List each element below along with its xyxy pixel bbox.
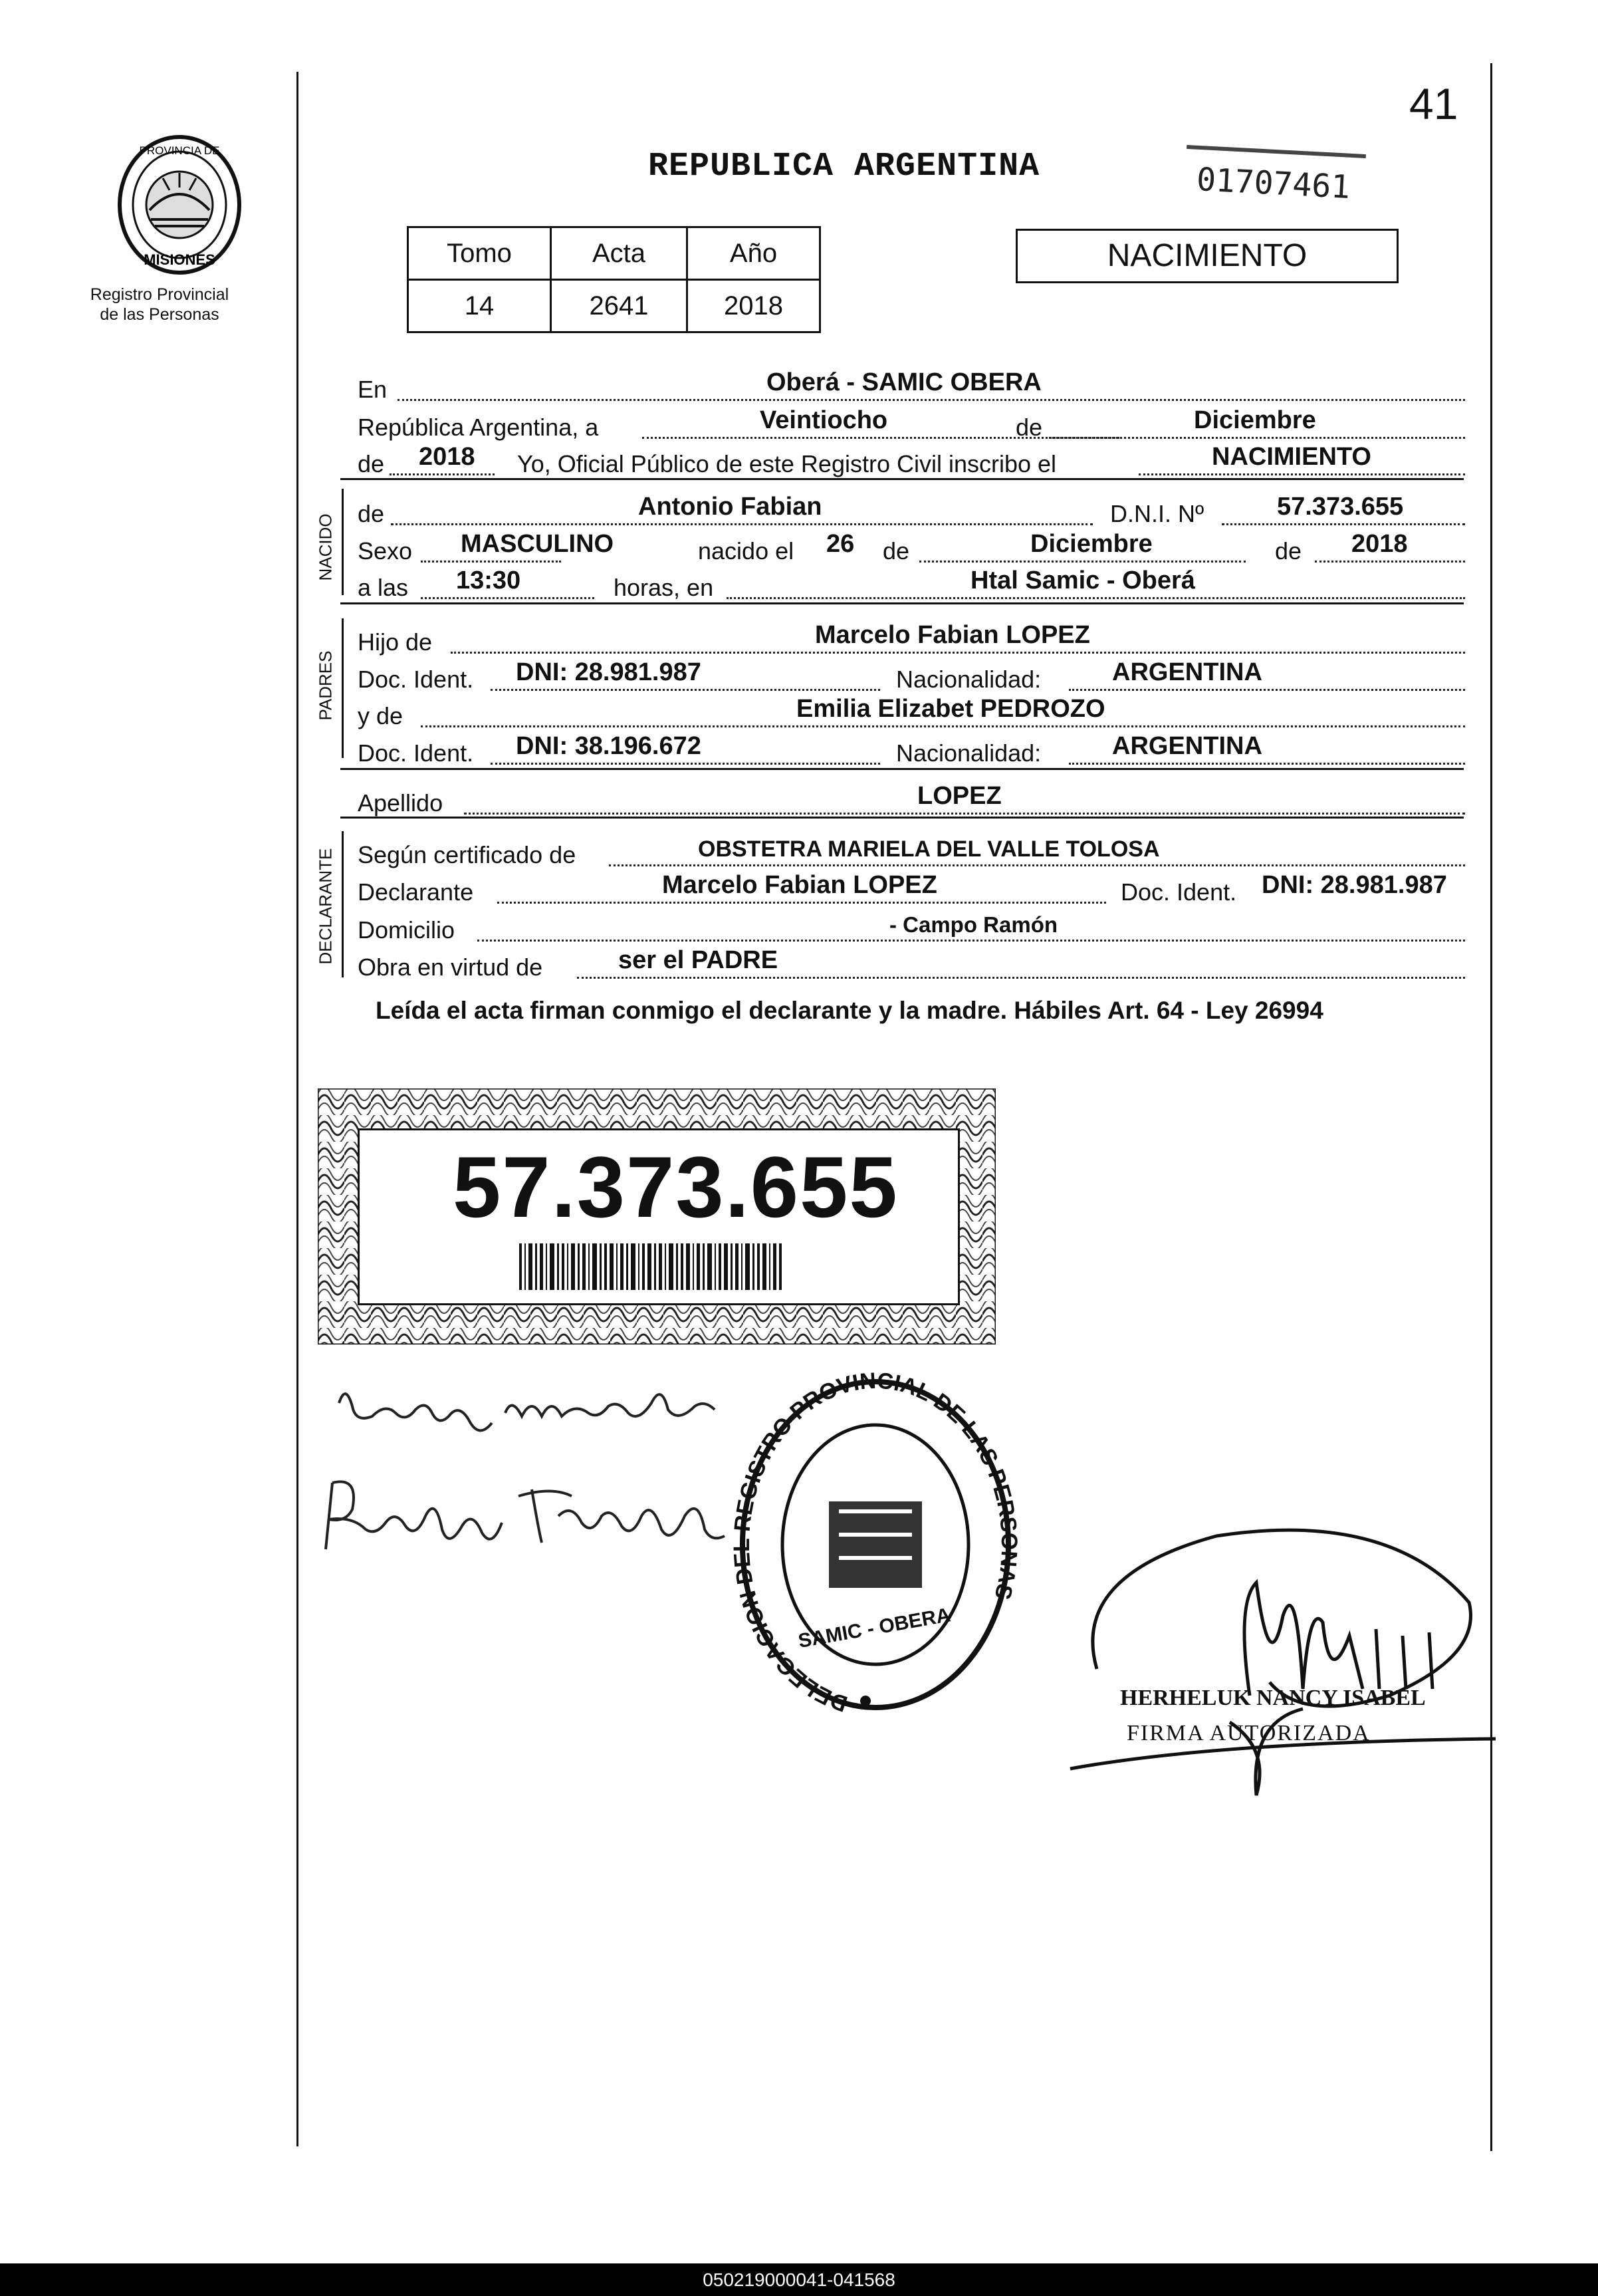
province-emblem-icon [110, 132, 249, 278]
seal-text-top: PROVINCIA DE [139, 144, 220, 157]
de-label: de [1016, 414, 1043, 441]
row-padre [358, 622, 1465, 659]
de-anio-label: de [1275, 537, 1302, 565]
a-las-label: a las [358, 574, 409, 601]
row-certificado [358, 834, 1465, 872]
row-madre [358, 696, 1465, 733]
tomo-value: 14 [408, 280, 551, 332]
dni-label: D.N.I. Nº [1110, 500, 1204, 527]
nacido-el-label: nacido el [698, 537, 794, 565]
page-number: 41 [1409, 79, 1458, 128]
row-declarante [358, 872, 1465, 909]
certificado-label: Según certificado de [358, 841, 576, 868]
row-hora [358, 567, 1465, 604]
stamp-ring-text: DELEGACION DEL REGISTRO PROVINCIAL DE LAS PERSONAS [729, 1368, 1022, 1717]
nacido-bracket [342, 489, 344, 595]
stamp-emblem-icon [829, 1501, 922, 1588]
divider-2 [340, 602, 1464, 604]
document-type-box: NACIMIENTO [1016, 229, 1399, 283]
declarante-label: Declarante [358, 878, 474, 906]
hijo-de-label: Hijo de [358, 628, 433, 656]
row-en [358, 369, 1465, 406]
left-frame-line [296, 72, 298, 2146]
dni-barcode-sticker [318, 1088, 996, 1344]
padre-doc-value: DNI: 28.981.987 [516, 658, 701, 686]
nacido-side-label: NACIDO [315, 513, 336, 581]
row-obra [358, 947, 1465, 984]
domicilio-label: Domicilio [358, 916, 455, 944]
row-anio [358, 444, 1465, 481]
registry-stamp [726, 1368, 1025, 1727]
padres-bracket [342, 618, 344, 758]
declarante-signature [332, 1376, 718, 1450]
anio-nac-value: 2018 [1351, 530, 1408, 558]
sexo-label: Sexo [358, 537, 413, 565]
row-nombre [358, 493, 1465, 531]
official-signature [1017, 1523, 1496, 1802]
madre-nac-value: ARGENTINA [1112, 732, 1262, 760]
sexo-value: MASCULINO [461, 530, 614, 558]
apellido-label: Apellido [358, 789, 443, 817]
closing-statement: Leída el acta firman conmigo el declarante y la madre. Hábiles Art. 64 - Ley 26994 [376, 997, 1323, 1024]
row-domicilio [358, 910, 1465, 947]
stamp-inner-text: SAMIC - OBERA [796, 1604, 953, 1653]
padres-side-label: PADRES [315, 650, 336, 721]
emblem-label-line1: Registro Provincial [90, 285, 229, 304]
madre-doc-label: Doc. Ident. [358, 739, 474, 767]
barcode-panel [358, 1128, 960, 1305]
republica-label: República Argentina, a [358, 414, 599, 441]
hora-value: 13:30 [456, 567, 521, 594]
madre-signature [319, 1469, 731, 1569]
official-name: HERHELUK NANCY ISABEL [1120, 1686, 1426, 1710]
emblem-label-line2: de las Personas [100, 305, 219, 324]
dia-nac-value: 26 [826, 530, 855, 558]
padre-value: Marcelo Fabian LOPEZ [815, 621, 1090, 649]
apellido-value: LOPEZ [917, 782, 1002, 810]
divider-1 [340, 478, 1464, 480]
mes-nac-value: Diciembre [1030, 530, 1153, 558]
row-republica [358, 407, 1465, 444]
madre-value: Emilia Elizabet PEDROZO [796, 695, 1105, 723]
acta-value: 2641 [551, 280, 687, 332]
divider-4 [340, 817, 1464, 819]
mes-value: Diciembre [1194, 406, 1316, 434]
domicilio-value: - Campo Ramón [889, 912, 1058, 937]
nombre-value: Antonio Fabian [638, 493, 822, 521]
declarante-bracket [342, 831, 344, 977]
obra-value: ser el PADRE [618, 946, 778, 974]
serial-number: 01707461 [1195, 160, 1351, 207]
en-label: En [358, 376, 388, 403]
barcode-dni-number: 57.373.655 [453, 1138, 899, 1235]
register-table [407, 226, 821, 333]
padre-doc-label: Doc. Ident. [358, 666, 474, 693]
row-sexo [358, 531, 1465, 568]
obra-label: Obra en virtud de [358, 954, 543, 981]
padre-nac-label: Nacionalidad: [896, 666, 1042, 693]
inscribo-label: Yo, Oficial Público de este Registro Civil inscribo el [517, 450, 1057, 477]
footer-code: 050219000041-041568 [0, 2263, 1598, 2296]
right-frame-line [1490, 63, 1492, 2151]
tomo-header: Tomo [408, 227, 551, 280]
dni-value: 57.373.655 [1277, 493, 1404, 521]
declarante-value: Marcelo Fabian LOPEZ [662, 871, 937, 899]
emblem-label [73, 285, 246, 324]
declarante-side-label: DECLARANTE [315, 848, 336, 965]
document-title: REPUBLICA ARGENTINA [648, 148, 1040, 186]
anio-value-text: 2018 [419, 443, 475, 471]
de-label-2: de [358, 450, 385, 477]
y-de-label: y de [358, 702, 403, 729]
anio-value: 2018 [687, 280, 820, 332]
declarante-doc-label: Doc. Ident. [1121, 878, 1237, 906]
lugar-nac-value: Htal Samic - Oberá [970, 567, 1195, 594]
divider-3 [340, 768, 1464, 770]
de-nac-label: de [883, 537, 910, 565]
row-madre-doc [358, 733, 1465, 770]
barcode-icon [519, 1243, 785, 1290]
lugar-value: Oberá - SAMIC OBERA [766, 368, 1042, 396]
padre-nac-value: ARGENTINA [1112, 658, 1262, 686]
certificado-value: OBSTETRA MARIELA DEL VALLE TOLOSA [698, 836, 1160, 862]
tipo-value: NACIMIENTO [1212, 443, 1371, 471]
serial-stamp-bar [1187, 145, 1366, 158]
declarante-doc-value: DNI: 28.981.987 [1262, 871, 1447, 899]
firma-autorizada-label: FIRMA AUTORIZADA [1127, 1721, 1371, 1745]
madre-nac-label: Nacionalidad: [896, 739, 1042, 767]
row-padre-doc [358, 659, 1465, 696]
horas-en-label: horas, en [614, 574, 714, 601]
dia-letras-value: Veintiocho [760, 406, 888, 434]
seal-text-bottom: MISIONES [144, 251, 215, 268]
row-apellido [358, 783, 1465, 820]
acta-header: Acta [551, 227, 687, 280]
madre-doc-value: DNI: 38.196.672 [516, 732, 701, 760]
anio-header: Año [687, 227, 820, 280]
de-nombre-label: de [358, 500, 385, 527]
